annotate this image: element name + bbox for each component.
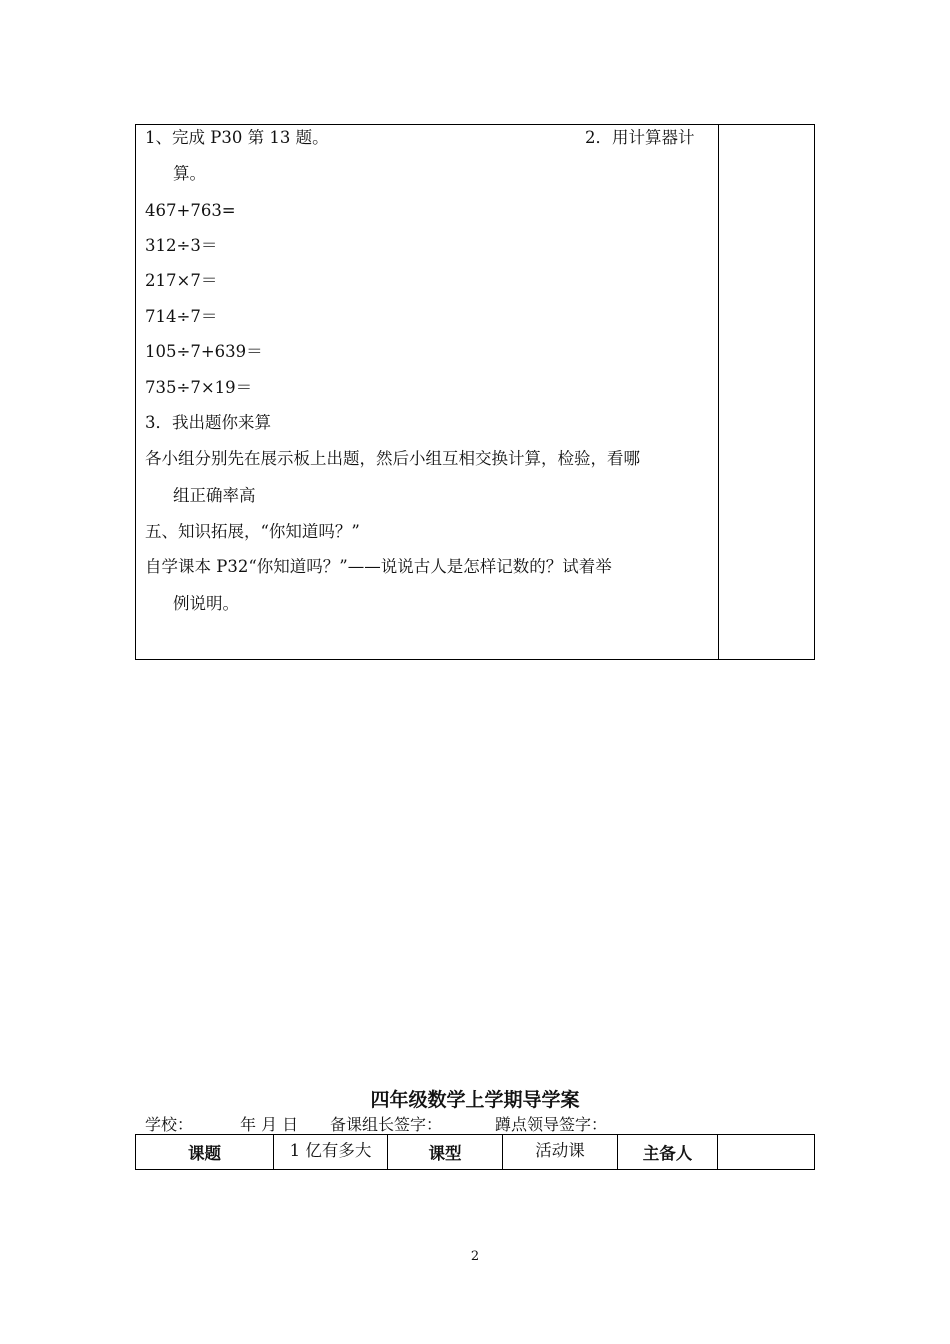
exercise-3-description: 各小组分别先在展示板上出题，然后小组互相交换计算，检验，看哪 <box>145 449 640 468</box>
exercise-1: 1、完成 P30 第 13 题。 <box>145 128 329 147</box>
column-divider <box>718 125 719 659</box>
exercise-2: 2．用计算器计 <box>585 128 695 147</box>
type-value: 活动课 <box>503 1135 618 1169</box>
page-number: 2 <box>470 1249 480 1264</box>
preparer-label: 主备人 <box>618 1135 718 1169</box>
group-leader-signature-label: 备课组长签字： <box>330 1115 443 1134</box>
exercise-3: 3．我出题你来算 <box>145 413 271 432</box>
preparer-value <box>718 1135 814 1169</box>
expression-line: 217×7＝ <box>145 271 218 290</box>
expression-line: 714÷7＝ <box>145 307 218 326</box>
exercise-3-description-continued: 组正确率高 <box>173 486 256 505</box>
exercise-2-continued: 算。 <box>173 164 206 183</box>
school-label: 学校： <box>145 1115 194 1134</box>
expression-line: 467+763= <box>145 201 236 220</box>
lesson-content-box <box>135 124 815 660</box>
date-label: 年 月 日 <box>240 1115 299 1134</box>
expression-line: 312÷3＝ <box>145 236 218 255</box>
type-label: 课型 <box>388 1135 503 1169</box>
lesson-info-table <box>135 1134 815 1170</box>
expression-line: 735÷7×19＝ <box>145 378 253 397</box>
section-five-heading: 五、知识拓展，“你知道吗？” <box>145 522 360 541</box>
topic-label: 课题 <box>136 1135 274 1169</box>
section-five-description: 自学课本 P32“你知道吗？”——说说古人是怎样记数的？试着举 <box>145 557 612 576</box>
section-five-description-continued: 例说明。 <box>173 594 239 613</box>
expression-line: 105÷7+639＝ <box>145 342 263 361</box>
topic-value: 1 亿有多大 <box>274 1135 388 1169</box>
leader-signature-label: 蹲点领导签字： <box>495 1115 608 1134</box>
document-title: 四年级数学上学期导学案 <box>370 1089 580 1111</box>
